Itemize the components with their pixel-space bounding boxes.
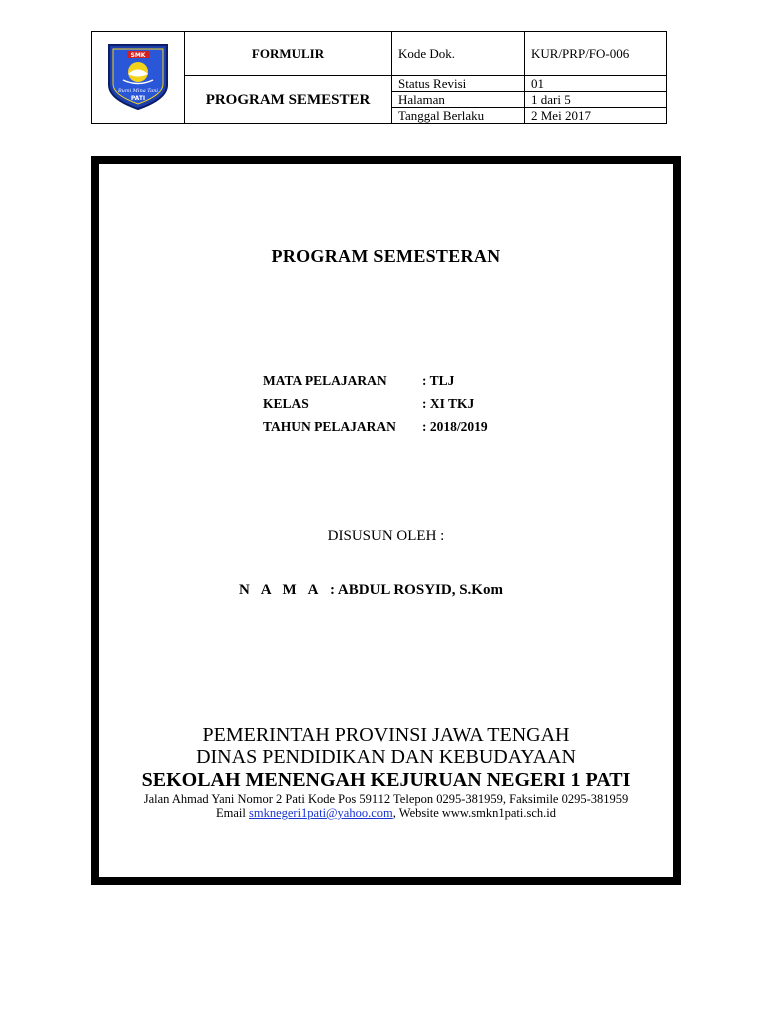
department-line: DINAS PENDIDIKAN DAN KEBUDAYAAN <box>196 746 576 768</box>
svg-text:SMK: SMK <box>130 52 146 59</box>
field-value-tanggal: 2 Mei 2017 <box>525 108 667 124</box>
contact-line <box>99 806 673 820</box>
school-address: Jalan Ahmad Yani Nomor 2 Pati Kode Pos 59112 Telepon 0295-381959, Faksimile 0295-381959 <box>143 792 629 806</box>
field-label-kode: Kode Dok. <box>392 32 525 76</box>
email-prefix: Email <box>216 806 249 820</box>
school-logo <box>92 32 185 124</box>
government-line: PEMERINTAH PROVINSI JAWA TENGAH <box>202 724 570 746</box>
field-label-halaman: Halaman <box>392 92 525 108</box>
info-value: : TLJ <box>422 373 455 388</box>
school-name: SEKOLAH MENENGAH KEJURUAN NEGERI 1 PATI <box>141 769 631 791</box>
author-row <box>239 582 503 599</box>
field-value-status: 01 <box>525 76 667 92</box>
info-row-tahun-pelajaran <box>263 415 488 438</box>
info-label: MATA PELAJARAN <box>263 373 387 388</box>
email-link[interactable]: smknegeri1pati@yahoo.com <box>248 806 393 820</box>
doc-title: PROGRAM SEMESTER <box>205 91 371 108</box>
formulir-label: FORMULIR <box>251 45 325 61</box>
info-row-mata-pelajaran <box>263 369 488 392</box>
institution-footer <box>99 724 673 820</box>
compiled-by-label: DISUSUN OLEH : <box>327 528 445 544</box>
cover-title: PROGRAM SEMESTERAN <box>271 246 501 266</box>
svg-text:PATI: PATI <box>130 95 146 102</box>
field-label-status: Status Revisi <box>392 76 525 92</box>
website-text: , Website www.smkn1pati.sch.id <box>392 806 556 820</box>
formulir-cell <box>185 32 392 76</box>
info-label: TAHUN PELAJARAN <box>263 419 396 434</box>
cover-frame <box>91 156 681 885</box>
author-label: N A M A <box>239 582 323 598</box>
school-emblem-icon <box>103 41 173 111</box>
info-value: : 2018/2019 <box>422 419 488 434</box>
svg-text:Bumi Mina Tani: Bumi Mina Tani <box>117 88 159 94</box>
field-value-halaman: 1 dari 5 <box>525 92 667 108</box>
info-label: KELAS <box>263 396 309 411</box>
subject-info <box>263 369 488 438</box>
field-label-tanggal: Tanggal Berlaku <box>392 108 525 124</box>
document-header-table <box>91 31 667 124</box>
info-row-kelas <box>263 392 488 415</box>
field-value-kode: KUR/PRP/FO-006 <box>525 32 667 76</box>
doc-title-cell <box>185 76 392 124</box>
author-name: : ABDUL ROSYID, S.Kom <box>330 582 503 598</box>
info-value: : XI TKJ <box>422 396 475 411</box>
